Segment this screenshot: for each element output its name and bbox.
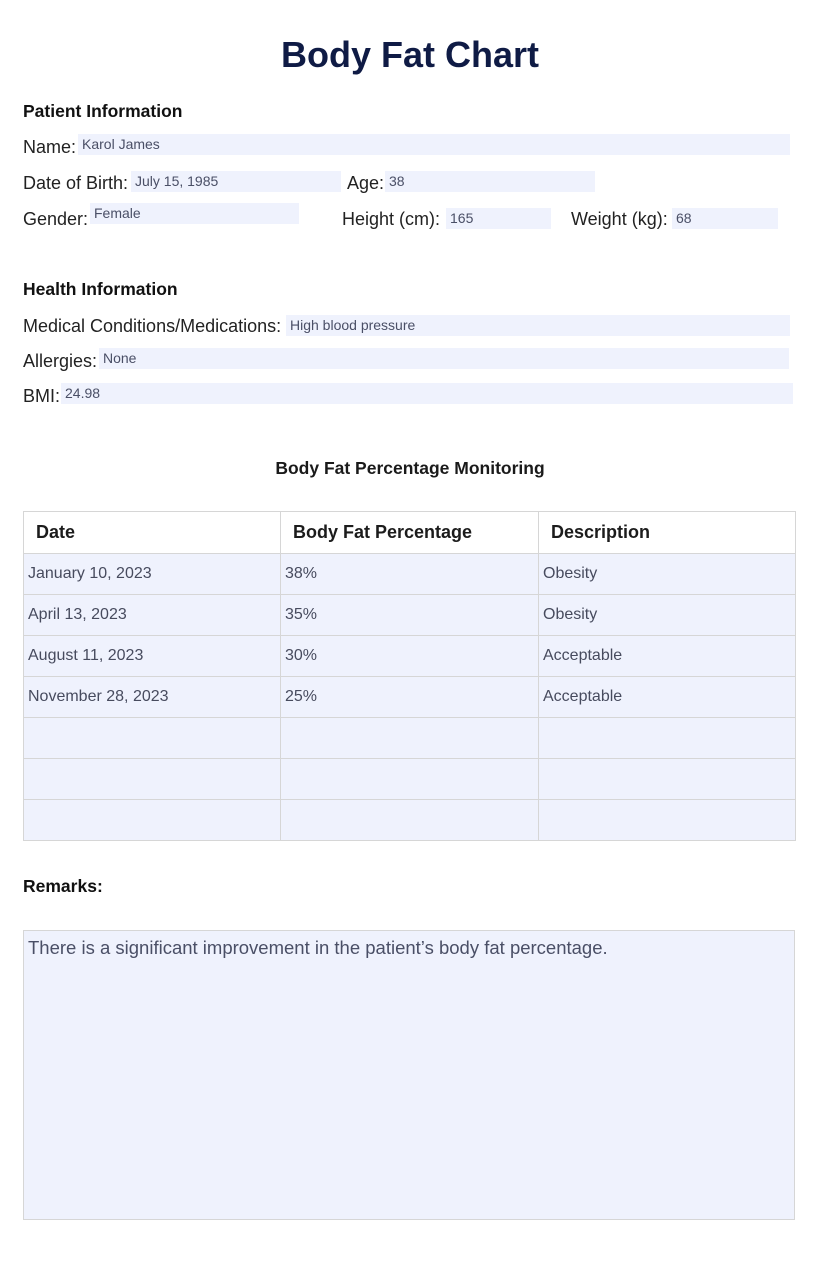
conditions-label: Medical Conditions/Medications: <box>23 316 282 336</box>
column-header-description: Description <box>539 512 796 554</box>
gender-label: Gender: <box>23 209 89 229</box>
remarks-heading: Remarks: <box>23 876 103 896</box>
description-cell[interactable]: Obesity <box>539 554 796 595</box>
table-row <box>24 595 796 636</box>
body-fat-cell[interactable]: 25% <box>281 677 539 718</box>
body-fat-cell[interactable] <box>281 759 539 800</box>
allergies-label: Allergies: <box>23 351 98 371</box>
name-label: Name: <box>23 137 77 157</box>
name-field[interactable]: Karol James <box>78 134 790 155</box>
weight-field[interactable]: 68 <box>672 208 778 229</box>
description-cell[interactable] <box>539 800 796 841</box>
age-field[interactable]: 38 <box>385 171 595 192</box>
body-fat-cell[interactable] <box>281 800 539 841</box>
dob-label: Date of Birth: <box>23 173 129 193</box>
body-fat-cell[interactable]: 35% <box>281 595 539 636</box>
body-fat-table <box>23 511 796 841</box>
table-row <box>24 800 796 841</box>
column-header-date: Date <box>24 512 281 554</box>
table-row <box>24 759 796 800</box>
conditions-field[interactable]: High blood pressure <box>286 315 790 336</box>
weight-label: Weight (kg): <box>571 209 668 229</box>
age-label: Age: <box>347 173 385 193</box>
description-cell[interactable]: Acceptable <box>539 677 796 718</box>
description-cell[interactable] <box>539 718 796 759</box>
table-row <box>24 677 796 718</box>
date-cell[interactable] <box>24 759 281 800</box>
patient-information-heading: Patient Information <box>23 101 183 121</box>
gender-field[interactable]: Female <box>90 203 299 224</box>
date-cell[interactable]: August 11, 2023 <box>24 636 281 677</box>
column-header-body-fat: Body Fat Percentage <box>281 512 539 554</box>
table-row <box>24 718 796 759</box>
table-header-row <box>24 512 796 554</box>
body-fat-cell[interactable]: 38% <box>281 554 539 595</box>
description-cell[interactable]: Obesity <box>539 595 796 636</box>
body-fat-cell[interactable]: 30% <box>281 636 539 677</box>
remarks-textarea[interactable]: There is a significant improvement in the patient’s body fat percentage. <box>23 930 795 1220</box>
page-title: Body Fat Chart <box>280 34 539 75</box>
date-cell[interactable]: April 13, 2023 <box>24 595 281 636</box>
bmi-label: BMI: <box>23 386 61 406</box>
monitoring-heading: Body Fat Percentage Monitoring <box>275 458 545 478</box>
health-information-heading: Health Information <box>23 279 178 299</box>
date-cell[interactable] <box>24 718 281 759</box>
table-row <box>24 636 796 677</box>
date-cell[interactable]: November 28, 2023 <box>24 677 281 718</box>
body-fat-cell[interactable] <box>281 718 539 759</box>
allergies-field[interactable]: None <box>99 348 789 369</box>
date-cell[interactable] <box>24 800 281 841</box>
dob-field[interactable]: July 15, 1985 <box>131 171 341 192</box>
table-row <box>24 554 796 595</box>
bmi-field[interactable]: 24.98 <box>61 383 793 404</box>
date-cell[interactable]: January 10, 2023 <box>24 554 281 595</box>
description-cell[interactable]: Acceptable <box>539 636 796 677</box>
description-cell[interactable] <box>539 759 796 800</box>
height-label: Height (cm): <box>342 209 441 229</box>
height-field[interactable]: 165 <box>446 208 551 229</box>
